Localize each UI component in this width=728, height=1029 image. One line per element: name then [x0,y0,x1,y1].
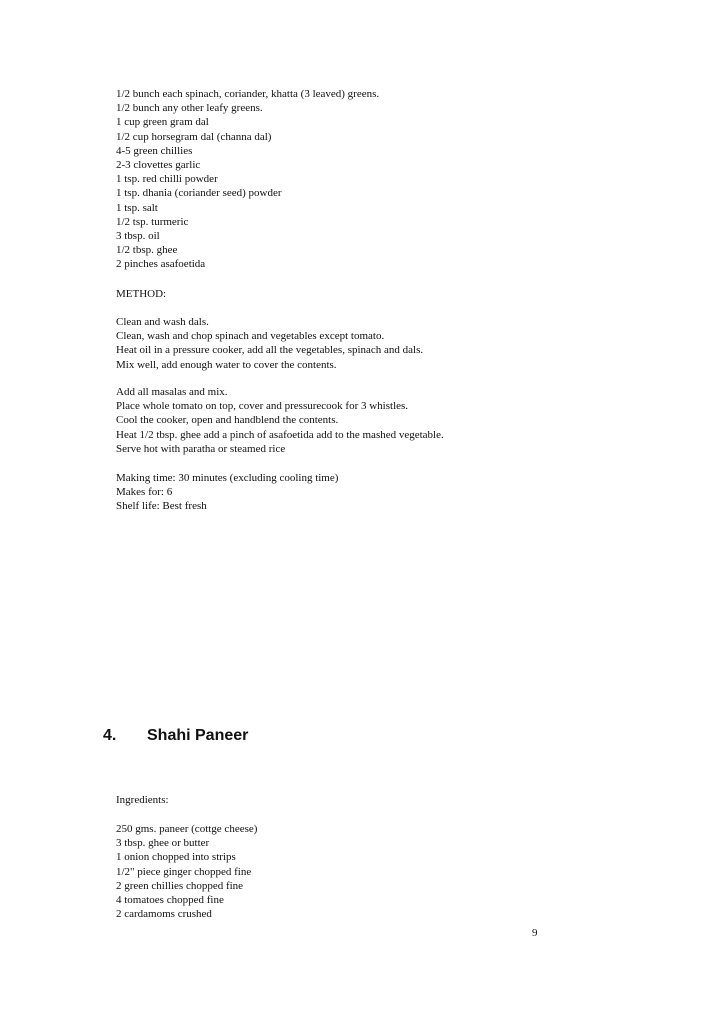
ingredient-line: 1/2 tbsp. ghee [116,244,178,257]
ingredient-line: 1/2 bunch any other leafy greens. [116,102,263,115]
ingredients-list-1 [116,87,379,271]
method-label: METHOD: [116,288,167,300]
method-step: Heat oil in a pressure cooker, add all the vegetables, spinach and dals. [116,344,424,357]
section-heading [103,727,248,745]
section-title: Shahi Paneer [147,727,249,744]
method-step: Cool the cooker, open and handblend the contents. [116,414,339,427]
method-label-block [116,287,166,301]
ingredient-line: 3 tbsp. ghee or butter [116,837,210,850]
ingredient-line: 4 tomatoes chopped fine [116,893,224,906]
ingredient-line: 1/2 cup horsegram dal (channa dal) [116,130,272,143]
ingredient-line: 250 gms. paneer (cottge cheese) [116,823,258,835]
ingredients-label: Ingredients: [116,794,169,806]
ingredient-line: 1 cup green gram dal [116,116,209,129]
ingredient-line: 2 cardamoms crushed [116,908,212,921]
section-number: 4. [103,727,117,744]
method-step: Clean, wash and chop spinach and vegetables except tomato. [116,330,385,343]
page-number: 9 [532,927,538,939]
ingredient-line: 1/2 tsp. turmeric [116,215,189,228]
ingredient-line: 1 tsp. red chilli powder [116,173,218,186]
ingredient-line: 3 tbsp. oil [116,229,160,242]
shelf-life: Shelf life: Best fresh [116,500,207,513]
recipe-info [116,471,338,514]
method-step: Add all masalas and mix. [116,386,228,398]
method-steps-1 [116,315,423,372]
ingredient-line: 1/2 bunch each spinach, coriander, khatta (3 leaved) greens. [116,88,380,100]
making-time: Making time: 30 minutes (excluding cooling time) [116,472,339,484]
ingredient-line: 2 green chillies chopped fine [116,879,244,892]
ingredient-line: 4-5 green chillies [116,144,193,157]
method-step: Heat 1/2 tbsp. ghee add a pinch of asafoetida add to the mashed vegetable. [116,428,444,441]
ingredient-line: 1 onion chopped into strips [116,851,236,864]
ingredients-list-2 [116,822,257,921]
method-step: Clean and wash dals. [116,316,209,328]
ingredient-line: 1 tsp. dhania (coriander seed) powder [116,187,282,200]
ingredients-label-block [116,793,169,807]
method-step: Serve hot with paratha or steamed rice [116,442,286,455]
ingredient-line: 2 pinches asafoetida [116,258,206,271]
ingredient-line: 1 tsp. salt [116,201,158,214]
ingredient-line: 1/2" piece ginger chopped fine [116,865,252,878]
method-step: Place whole tomato on top, cover and pressurecook for 3 whistles. [116,400,409,413]
method-steps-2 [116,385,444,456]
makes-for: Makes for: 6 [116,486,173,499]
method-step: Mix well, add enough water to cover the contents. [116,358,337,371]
ingredient-line: 2-3 clovettes garlic [116,158,201,171]
